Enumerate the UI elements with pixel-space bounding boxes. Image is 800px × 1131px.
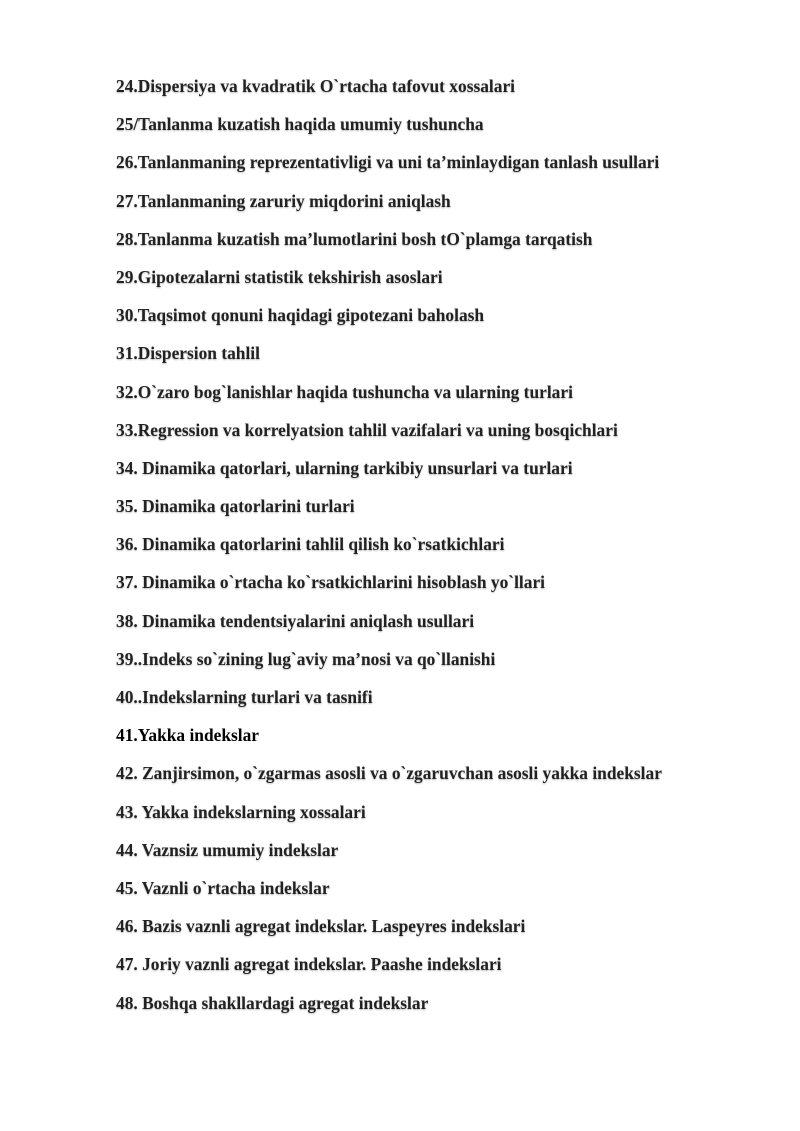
topic-list [116, 76, 776, 1031]
list-item: 38. Dinamika tendentsiyalarini aniqlash usullari [116, 610, 475, 631]
list-item: 40..Indekslarning turlari va tasnifi [116, 687, 373, 707]
list-item: 32.O`zaro bog`lanishlar haqida tushuncha va ularning turlari [116, 381, 573, 402]
list-item: 45. Vaznli o`rtacha indekslar [116, 877, 330, 898]
list-item: 44. Vaznsiz umumiy indekslar [116, 839, 339, 860]
list-item: 48. Boshqa shakllardagi agregat indekslar [116, 992, 429, 1013]
list-item: 33.Regression va korrelyatsion tahlil vazifalari va uning bosqichlari [116, 419, 618, 440]
list-item: 37. Dinamika o`rtacha ko`rsatkichlarini hisoblash yo`llari [116, 572, 546, 593]
list-item: 36. Dinamika qatorlarini tahlil qilish ko`rsatkichlari [116, 534, 505, 555]
list-item: 47. Joriy vaznli agregat indekslar. Paashe indekslari [116, 954, 502, 975]
list-item: 34. Dinamika qatorlari, ularning tarkibiy unsurlari va turlari [116, 457, 573, 478]
list-item: 28.Tanlanma kuzatish ma’lumotlarini bosh tO`plamga tarqatish [116, 228, 593, 249]
list-item: 41.Yakka indekslar [116, 725, 260, 746]
list-item: 27.Tanlanmaning zaruriy miqdorini aniqlash [116, 190, 451, 211]
list-item: 43. Yakka indekslarning xossalari [116, 801, 366, 822]
list-item: 29.Gipotezalarni statistik tekshirish asoslari [116, 266, 443, 287]
list-item: 31.Dispersion tahlil [116, 343, 260, 364]
list-item: 42. Zanjirsimon, o`zgarmas asosli va o`zgaruvchan asosli yakka indekslar [116, 763, 662, 784]
list-item: 26.Tanlanmaning reprezentativligi va uni ta’minlaydigan tanlash usullari [116, 152, 660, 173]
list-item: 39..Indeks so`zining lug`aviy ma’nosi va qo`llanishi [116, 648, 496, 669]
list-item: 24.Dispersiya va kvadratik O`rtacha tafovut xossalari [116, 76, 516, 96]
list-item: 46. Bazis vaznli agregat indekslar. Laspeyres indekslari [116, 916, 526, 937]
list-item: 30.Taqsimot qonuni haqidagi gipotezani baholash [116, 305, 485, 326]
list-item: 35. Dinamika qatorlarini turlari [116, 496, 355, 517]
list-item: 25/Tanlanma kuzatish haqida umumiy tushuncha [116, 114, 484, 135]
